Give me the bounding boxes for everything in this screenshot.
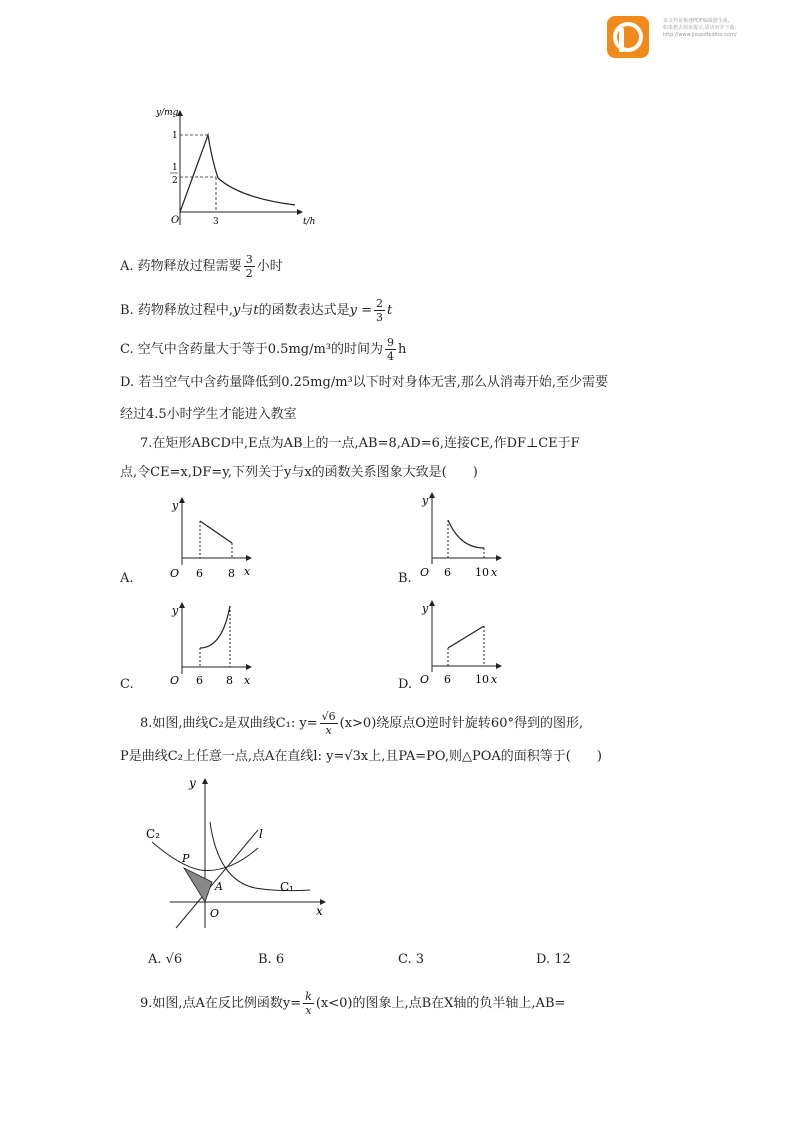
svg-text:C₁: C₁: [280, 880, 294, 894]
svg-text:C₂: C₂: [146, 827, 160, 841]
svg-text:8: 8: [226, 674, 233, 687]
q8-line2: P是曲线C₂上任意一点,点A在直线l: y=√3x上,且PA=PO,则△POA的面积等于( ): [120, 749, 602, 764]
q7-option-b-label[interactable]: B.: [398, 571, 412, 586]
svg-text:l: l: [259, 827, 263, 841]
p-letter-icon: [607, 16, 649, 58]
q7-graph-d: [410, 598, 510, 693]
fig6-xlabel: t/h: [303, 217, 316, 227]
q7-graph-a: [160, 495, 260, 585]
svg-text:x: x: [316, 904, 323, 918]
q8-option-b[interactable]: B. 6: [258, 952, 285, 967]
svg-text:O: O: [420, 566, 430, 579]
svg-text:6: 6: [196, 567, 203, 580]
svg-text:6: 6: [444, 673, 451, 686]
q7-line1: 7.在矩形ABCD中,E点为AB上的一点,AB=8,AD=6,连接CE,作DF⊥CE于F: [140, 436, 580, 451]
notice-link[interactable]: http://www.jisupdfeditor.com/: [663, 32, 737, 38]
svg-text:O: O: [170, 674, 180, 687]
q7-option-a-label[interactable]: A.: [120, 571, 134, 586]
q8-option-a[interactable]: A. √6: [148, 952, 183, 967]
q7-option-c-label[interactable]: C.: [120, 677, 134, 692]
q8-figure: [140, 770, 350, 930]
svg-text:10: 10: [475, 673, 489, 686]
svg-text:8: 8: [228, 567, 235, 580]
fig6-curve: [180, 135, 295, 212]
fig6-tick-y1: 1: [172, 131, 178, 141]
fig6-ylabel: y/mg: [156, 108, 179, 118]
q6-option-d-cont: 经过4.5小时学生才能进入教室: [120, 407, 297, 422]
notice-line: 该文档是极速PDF编辑器生成,: [663, 18, 730, 24]
q6-option-a: A. 药物释放过程需要 $\frac{3}{2}$ 小时: [120, 253, 283, 280]
q9-line1: 9.如图,点A在反比例函数y= $\frac{k}{x}$ (x<0)的图象上,点B在X轴的负半轴上,AB=: [140, 990, 566, 1017]
fig6-tick-half-den: 2: [172, 176, 178, 186]
x-arrow-icon: [297, 209, 303, 215]
svg-text:6: 6: [196, 674, 203, 687]
q7-option-d-label[interactable]: D.: [398, 677, 413, 692]
svg-text:10: 10: [475, 566, 489, 579]
fig6-tick-half-num: 1: [172, 163, 178, 173]
svg-text:O: O: [170, 567, 180, 580]
triangle-poa: [184, 868, 212, 902]
svg-text:O: O: [420, 673, 430, 686]
q7-line2: 点,令CE=x,DF=y,下列关于y与x的函数关系图象大致是( ): [120, 465, 478, 480]
header-notice: [663, 18, 737, 39]
svg-text:y: y: [422, 494, 429, 507]
notice-line: 如果想去掉该提示,请访问并下载:: [663, 25, 737, 31]
q6-option-c: C. 空气中含药量大于等于0.5mg/m³的时间为 $\frac{9}{4}$ h: [120, 336, 407, 363]
svg-text:y: y: [422, 602, 429, 615]
svg-text:y: y: [172, 499, 179, 512]
q6-option-d: D. 若当空气中含药量降低到0.25mg/m³以下时对身体无害,那么从消毒开始,至少需要: [120, 375, 609, 390]
q6-figure: [140, 100, 340, 235]
q6-option-b: B. 药物释放过程中,y与t的函数表达式是y = $\frac{2}{3}$ t: [120, 297, 393, 324]
svg-text:P: P: [182, 852, 190, 865]
svg-text:6: 6: [444, 566, 451, 579]
svg-text:x: x: [491, 673, 498, 686]
svg-text:y: y: [172, 604, 179, 617]
q7-d-curve: [448, 626, 484, 648]
q8-option-d[interactable]: D. 12: [536, 952, 571, 967]
q8-line1: 8.如图,曲线C₂是双曲线C₁: y= $\frac{√6}{x}$ (x>0)绕原点O逆时针旋转60°得到的图形,: [140, 710, 584, 737]
svg-text:x: x: [491, 566, 498, 579]
q8-option-c[interactable]: C. 3: [398, 952, 425, 967]
q7-a-curve: [200, 521, 232, 543]
svg-text:x: x: [244, 565, 251, 578]
pdf-editor-logo: [607, 16, 649, 58]
svg-text:A: A: [215, 880, 223, 893]
q7-graph-b: [410, 490, 510, 585]
svg-text:O: O: [210, 907, 220, 920]
svg-text:y: y: [189, 776, 196, 790]
fig6-tick-x3: 3: [213, 217, 219, 227]
q7-graph-c: [160, 600, 260, 692]
q7-c-curve: [200, 606, 230, 648]
svg-text:x: x: [244, 674, 251, 687]
q7-b-curve: [448, 520, 484, 548]
fig6-origin: O: [171, 215, 180, 226]
